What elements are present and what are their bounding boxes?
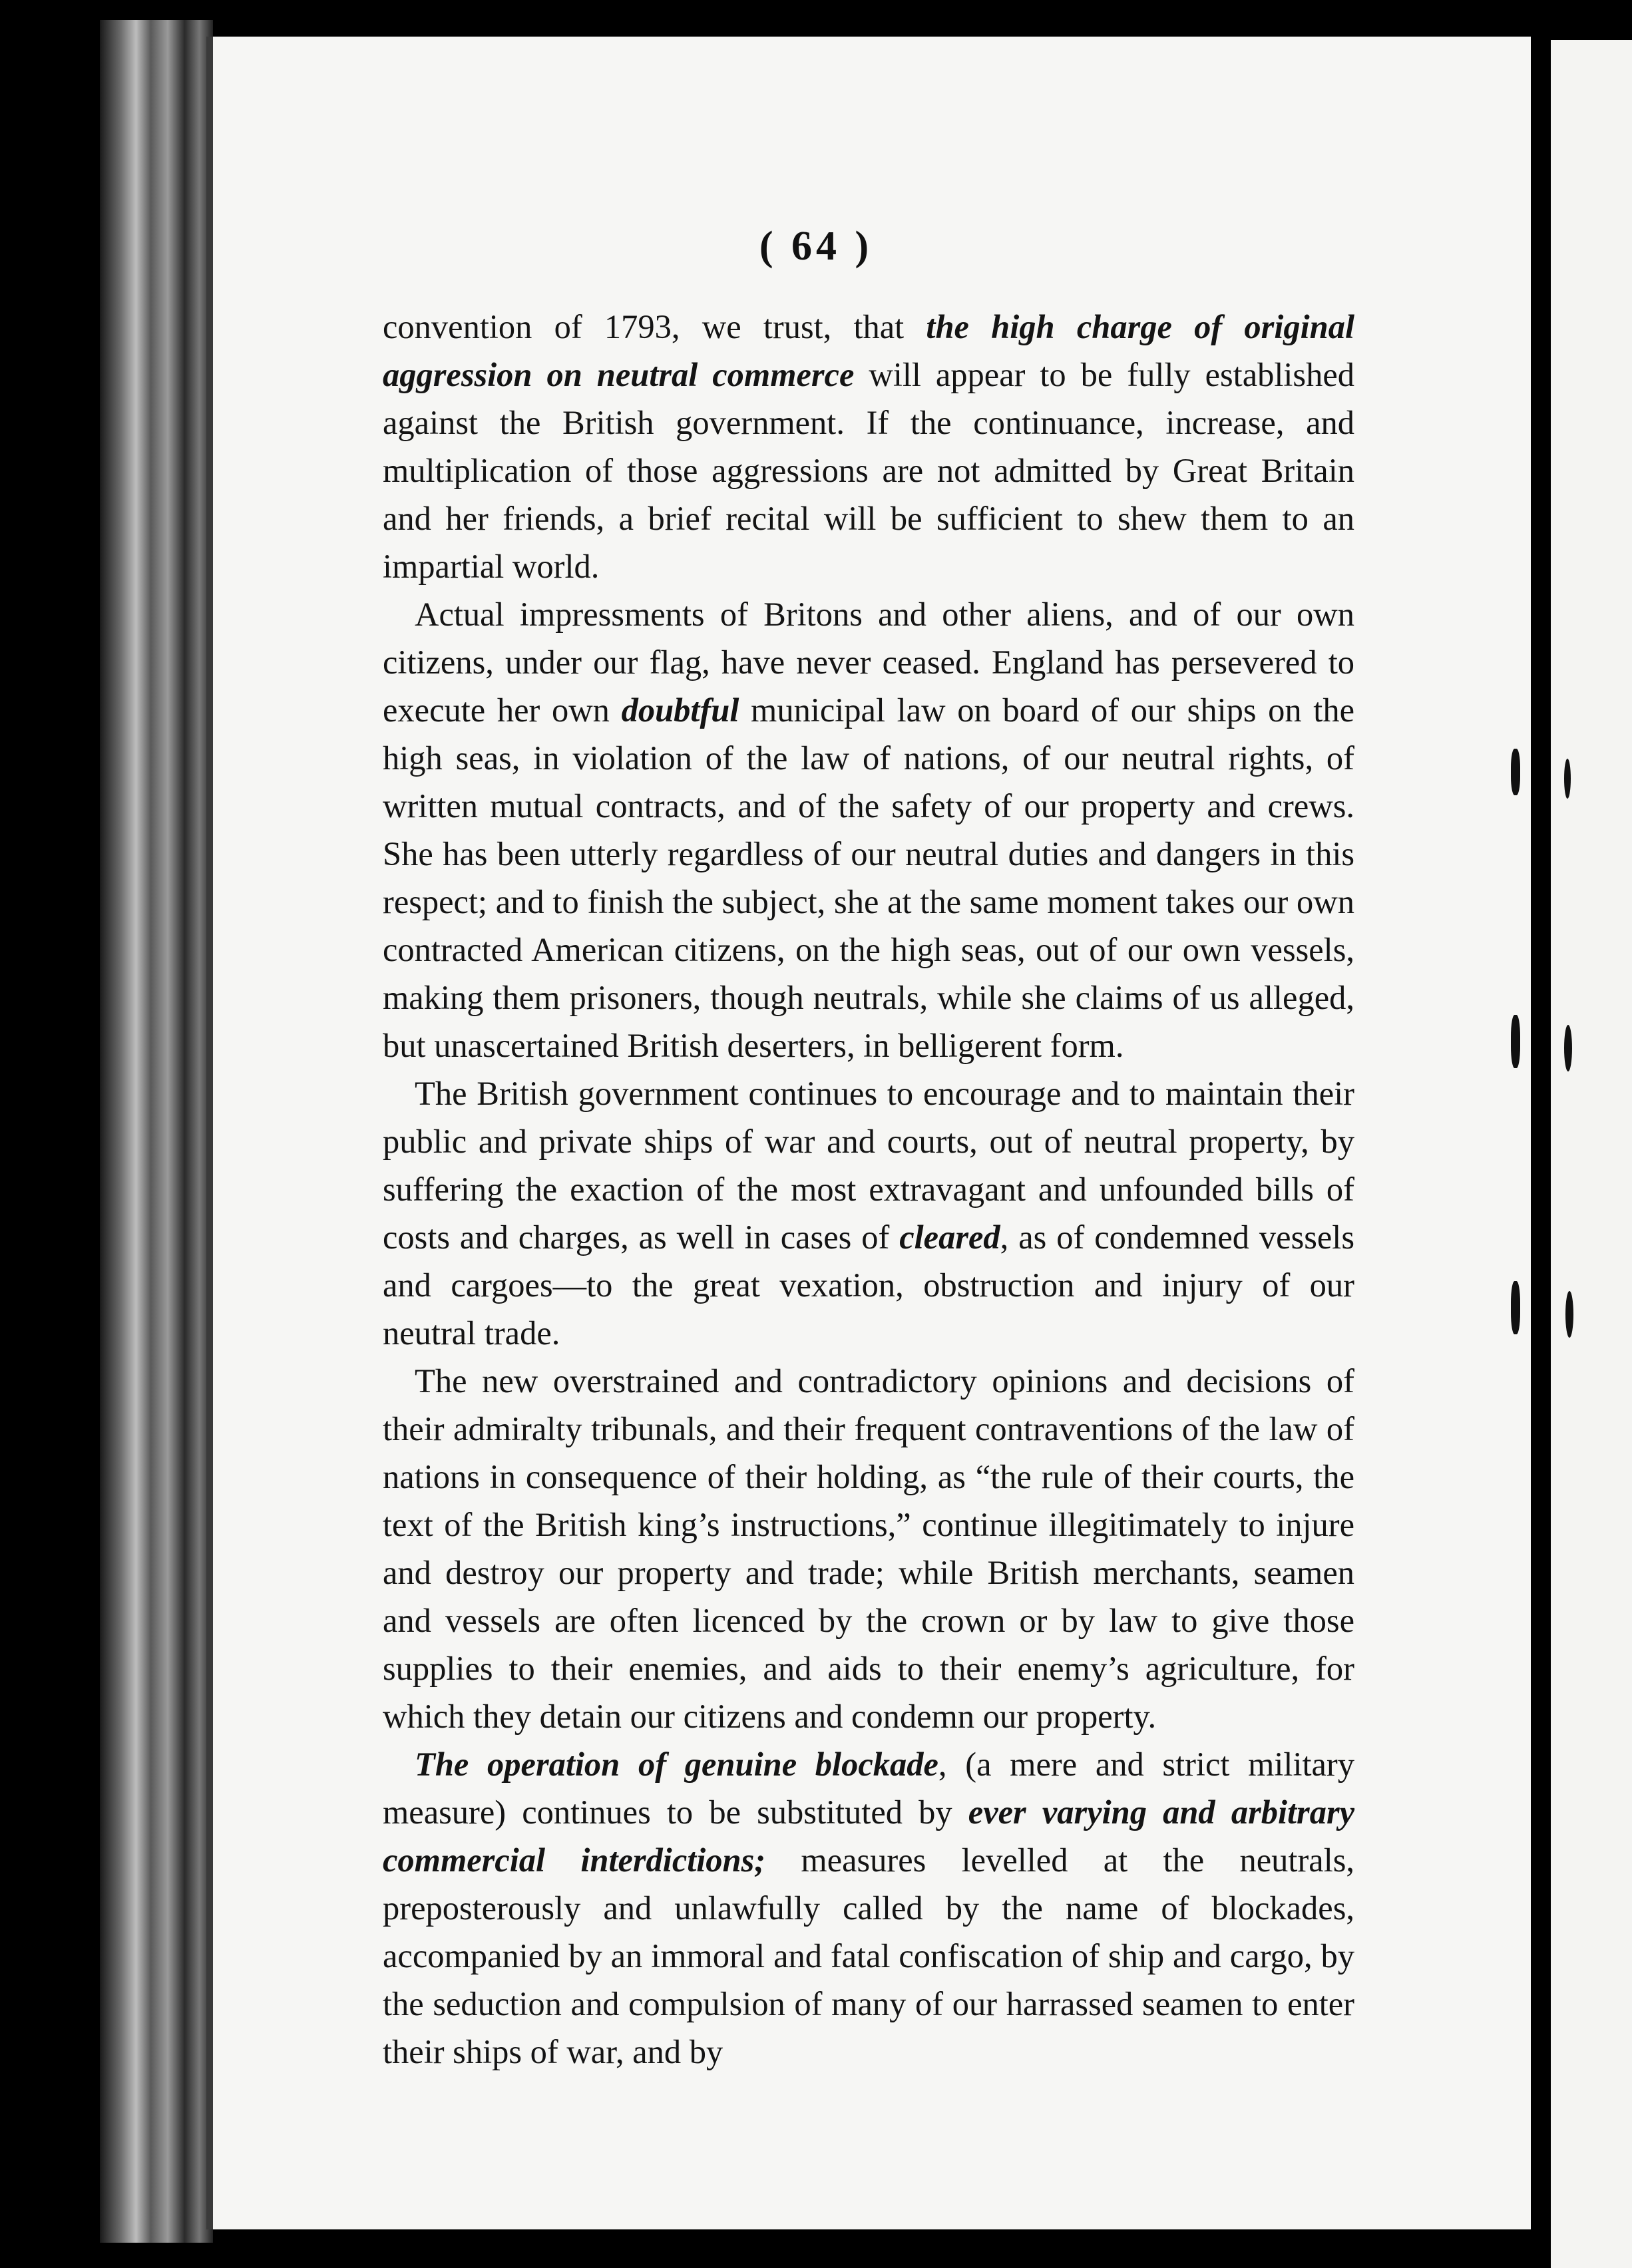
text-run: Actual impressments of Britons and other aliens, and of our own citizens, under our flag, have never ceased. England has persevered to execute her own [383,596,1354,729]
bleed-mark [1511,1015,1520,1068]
facing-page-edge [1551,40,1632,2268]
text-run: , as of condemned vessels and cargoes—to the great vexation, obstruction and injury of our neutral trade. [383,1219,1354,1352]
paragraph [383,1069,1354,1357]
bleed-mark [1511,1281,1520,1334]
emphasis-text: the high charge of original aggression on neutral commerce [383,308,1354,393]
text-run: convention of 1793, we trust, that [383,308,926,345]
paragraph [383,590,1354,1069]
text-run: municipal law on board of our ships on the high seas, in violation of the law of nations, of our neutral rights, of written mutual contracts, and of the safety of our property and crews. She has been utterly regardless of our neutral duties and dangers in this respect; and to finish the subject, she at the same moment takes our own contracted American citizens, on the high seas, out of our own vessels, making them prisoners, though neutrals, while she claims of us alleged, but unascertained British deserters, in belligerent form. [383,691,1355,1064]
emphasis-text: doubtful [621,691,739,729]
text-run: measures levelled at the neutrals, preposterously and unlawfully called by the name of blockades, accompanied by an immoral and fatal confiscation of ship and cargo, by the seduction and compulsion of many of our harrassed seamen to enter their ships of war, and by [383,1841,1354,2070]
emphasis-text: The operation of genuine blockade [415,1746,938,1783]
bleed-mark [1564,1025,1572,1071]
text-run: will appear to be fully established against the British government. If the continuance, increase, and multiplication of those aggressions are not admitted by Great Britain and her friends, a brief recital will be sufficient to shew them to an impartial world. [383,356,1354,585]
bleed-mark [1564,759,1571,799]
bleed-mark [1565,1291,1573,1338]
paragraph [383,1357,1354,1740]
emphasis-text: cleared [899,1219,1000,1256]
text-run: The new overstrained and contradictory opinions and decisions of their admiralty tribunals, and their frequent contraventions of the law of nations in consequence of their holding, as “the rule of their courts, the text of the British king’s instructions,” continue illegitimately to injure and destroy our property and trade; while British merchants, seamen and vessels are often licenced by the crown or by law to give those supplies to their enemies, and aids to their enemy’s agriculture, for which they detain our citizens and condemn our property. [383,1362,1354,1735]
text-run: The British government continues to encourage and to maintain their public and private ships of war and courts, out of neutral property, by suffering the exaction of the most extravagant and unfounded bills of costs and charges, as well in cases of [383,1075,1354,1256]
paragraph [383,1740,1354,2076]
body-text [383,303,1354,2076]
emphasis-text: ever varying and arbitrary commercial interdictions; [383,1794,1355,1879]
text-run: , (a mere and strict military measure) continues to be substituted by [383,1746,1354,1831]
bleed-mark [1511,749,1520,795]
book-page-edges [100,20,213,2243]
paragraph [383,303,1354,590]
page-number: ( 64 ) [759,224,873,269]
